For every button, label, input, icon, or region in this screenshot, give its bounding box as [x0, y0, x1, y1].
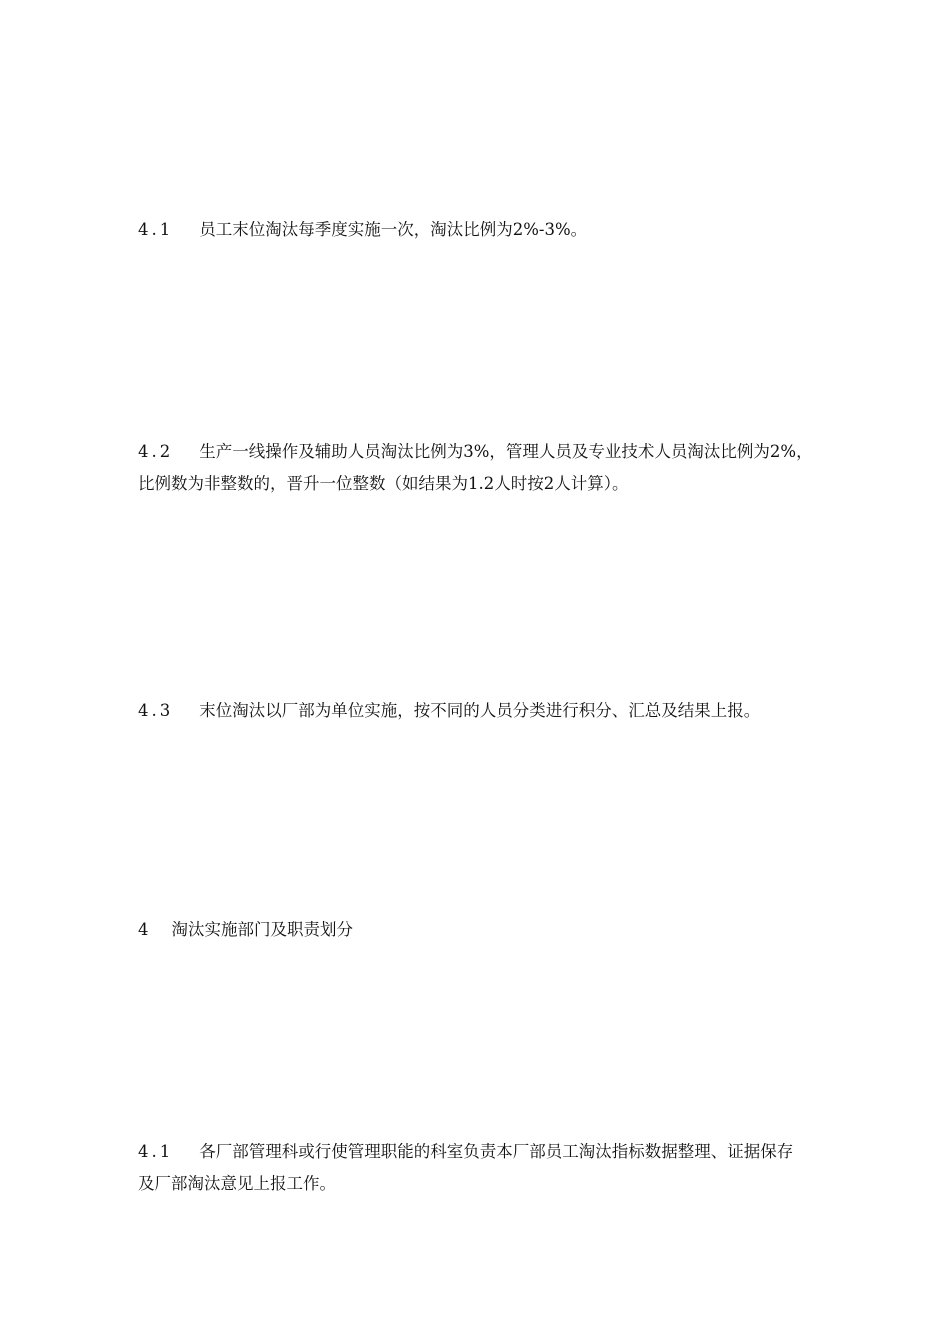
section-4-heading [138, 914, 878, 946]
clause-text: 员工末位淘汰每季度实施一次，淘汰比例为2%-3%。 [199, 220, 588, 239]
clause-number: 4.1 [138, 220, 174, 239]
clause-text: 各厂部管理科或行使管理职能的科室负责本厂部员工淘汰指标数据整理、证据保存 [199, 1142, 794, 1161]
clause-number: 4.1 [138, 1142, 174, 1161]
clause-text: 生产一线操作及辅助人员淘汰比例为3%，管理人员及专业技术人员淘汰比例为2%， [199, 442, 813, 461]
section-number: 4 [138, 920, 152, 939]
clause-4-2-elimination-ratio [138, 436, 878, 500]
clause-4-1-management-duties [138, 1136, 878, 1200]
clause-text: 末位淘汰以厂部为单位实施，按不同的人员分类进行积分、汇总及结果上报。 [199, 701, 761, 720]
clause-4-1-elimination-frequency [138, 214, 878, 246]
section-title: 淘汰实施部门及职责划分 [171, 920, 353, 939]
clause-number: 4.2 [138, 442, 174, 461]
clause-number: 4.3 [138, 701, 174, 720]
clause-text-continuation: 及厂部淘汰意见上报工作。 [138, 1174, 336, 1193]
clause-4-3-implementation-unit [138, 695, 878, 727]
clause-text-continuation: 比例数为非整数的，晋升一位整数（如结果为1.2人时按2人计算）。 [138, 474, 629, 493]
